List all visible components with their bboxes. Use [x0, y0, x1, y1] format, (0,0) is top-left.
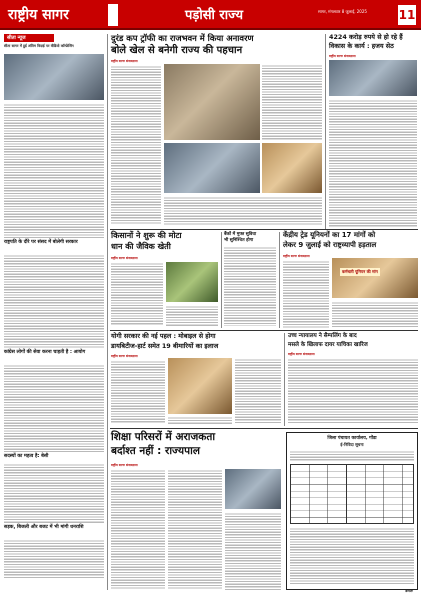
farming-text-2: [166, 305, 218, 326]
top-story-text-col1: [111, 65, 161, 225]
column-divider: [325, 34, 326, 230]
masthead-bar: [0, 0, 421, 30]
campus-text-2: [168, 469, 222, 590]
section-rule: [110, 330, 418, 331]
trade-union-headline-1: केंद्रीय ट्रेड यूनियनों का 17 मांगों को: [283, 231, 376, 239]
top-story-text-col3: [164, 196, 322, 226]
yogi-photo: [168, 358, 232, 414]
tender-notice: [286, 432, 418, 593]
notice-footer: क्रमशः: [405, 589, 413, 593]
campus-photo: [225, 469, 281, 509]
trade-union-banner: कर्मचारी यूनियन की मांग: [342, 269, 378, 274]
yogi-text-1: [111, 360, 165, 424]
notice-subtitle: ई-निविदा सूचना: [340, 442, 364, 447]
campus-text-3: [225, 512, 281, 590]
masthead-logo: राष्ट्रीय सागर: [8, 7, 69, 23]
campus-text-1: [111, 469, 165, 590]
column-divider: [107, 34, 108, 590]
campus-headline-2: बर्दाश्त नहीं : राज्यपाल: [111, 445, 200, 457]
middle-column-text: [224, 246, 276, 326]
sidebar-photo: [4, 54, 104, 100]
farming-headline-2: धान की जैविक खेती: [111, 242, 171, 251]
campus-headline-1: शिक्षा परिसरों में अराजकता: [111, 431, 216, 443]
sidebar-headline-2: राष्ट्रपति के दौरे पर संसद में बोलेगी सरकार: [4, 240, 78, 245]
court-text: [288, 358, 418, 424]
yogi-byline: राष्ट्रीय सागर संवाददाता: [111, 354, 138, 358]
right-story-byline: राष्ट्रीय सागर संवाददाता: [329, 54, 356, 58]
right-story-text: [329, 99, 417, 227]
column-divider: [284, 333, 285, 426]
trade-union-text-1: [283, 260, 329, 328]
top-story-photo-2: [164, 143, 260, 193]
notice-table: [290, 464, 414, 524]
court-headline-1: उच्च न्यायालय ने सैम्पलिंग के बाद: [288, 333, 357, 339]
section-title: पड़ोसी राज्य: [185, 8, 244, 23]
sidebar-column: [4, 34, 104, 590]
court-byline: राष्ट्रीय सागर संवाददाता: [288, 352, 315, 356]
sidebar-text-5: [4, 539, 104, 579]
masthead-logo-band: [108, 4, 118, 26]
court-headline-2: मसले के खिलाफ दायर याचिका खारिज: [288, 342, 368, 348]
farming-headline-1: किसानों ने शुरू की मोटा: [111, 231, 182, 240]
top-story-text-col2: [262, 64, 322, 140]
sidebar-text-1: [4, 103, 104, 238]
right-story-headline-1: 4224 करोड़ रुपये से हो रहे हैं: [329, 33, 403, 41]
trade-union-byline: राष्ट्रीय सागर संवाददाता: [283, 254, 310, 258]
top-story-headline-2: बोले खेल से बनेगी राज्य की पहचान: [111, 45, 243, 56]
sidebar-headline-4: सदस्यों का महत्व है: बेसी: [4, 454, 49, 459]
page-number: 11: [398, 5, 416, 25]
column-divider: [279, 232, 280, 328]
right-story-headline-2: विकास के कार्य : हजय सेठ: [329, 42, 394, 50]
farming-photo: [166, 262, 218, 302]
notice-title: जिला पंचायत कार्यालय, गोंडा: [327, 436, 377, 441]
section-rule: [110, 428, 418, 429]
sidebar-header: सीता न्यूज: [4, 34, 54, 42]
issue-date: सागर, मंगलवार 8 जुलाई, 2025: [318, 9, 367, 14]
sidebar-text-4: [4, 463, 104, 523]
farming-text-1: [111, 262, 163, 326]
yogi-text-2: [235, 358, 281, 424]
yogi-headline-2: डायबिटीज-हार्ट समेत 19 बीमारियों का इलाज: [111, 342, 219, 350]
middle-column-head: बैंकों में मुफ्त सुविधा: [224, 232, 257, 237]
section-rule: [110, 229, 418, 230]
sidebar-text-3: [4, 364, 104, 452]
notice-terms: [290, 527, 414, 585]
trade-union-photo: [332, 258, 418, 298]
top-story-photo-1: [164, 64, 260, 140]
sidebar-headline-3: कांग्रेस लोगों की सेवा करना चाहती है : आयोग: [4, 350, 86, 355]
notice-intro: [290, 450, 414, 462]
column-divider: [221, 232, 222, 328]
top-story-byline: राष्ट्रीय सागर संवाददाता: [111, 59, 138, 63]
yogi-headline-1: योगी सरकार की नई पहल : मोबाइल से होगा: [111, 332, 216, 340]
middle-column-sub: भी सुनिश्चित होगा: [224, 238, 254, 243]
sidebar-text-2: [4, 254, 104, 348]
top-story-photo-3: [262, 143, 322, 193]
campus-byline: राष्ट्रीय सागर संवाददाता: [111, 463, 138, 467]
trade-union-headline-2: लेकर 9 जुलाई को राष्ट्रव्यापी हड़ताल: [283, 241, 377, 249]
trade-union-text-2: [332, 301, 418, 328]
yogi-text-3: [168, 416, 232, 424]
right-story-photo: [329, 60, 417, 96]
farming-byline: राष्ट्रीय सागर संवाददाता: [111, 256, 138, 260]
sidebar-headline-5: सड़क, बिजली और बजट में भी मांगी धनराशि: [4, 525, 84, 530]
top-story-headline-1: दुरंड कप ट्रॉफी का राजभवन में किया अनावरण: [111, 33, 254, 43]
sidebar-box-caption: सीता सागर में हुई अंतिम विदाई पर वीडियो कॉन्फ्रेंसिंग: [4, 44, 74, 48]
